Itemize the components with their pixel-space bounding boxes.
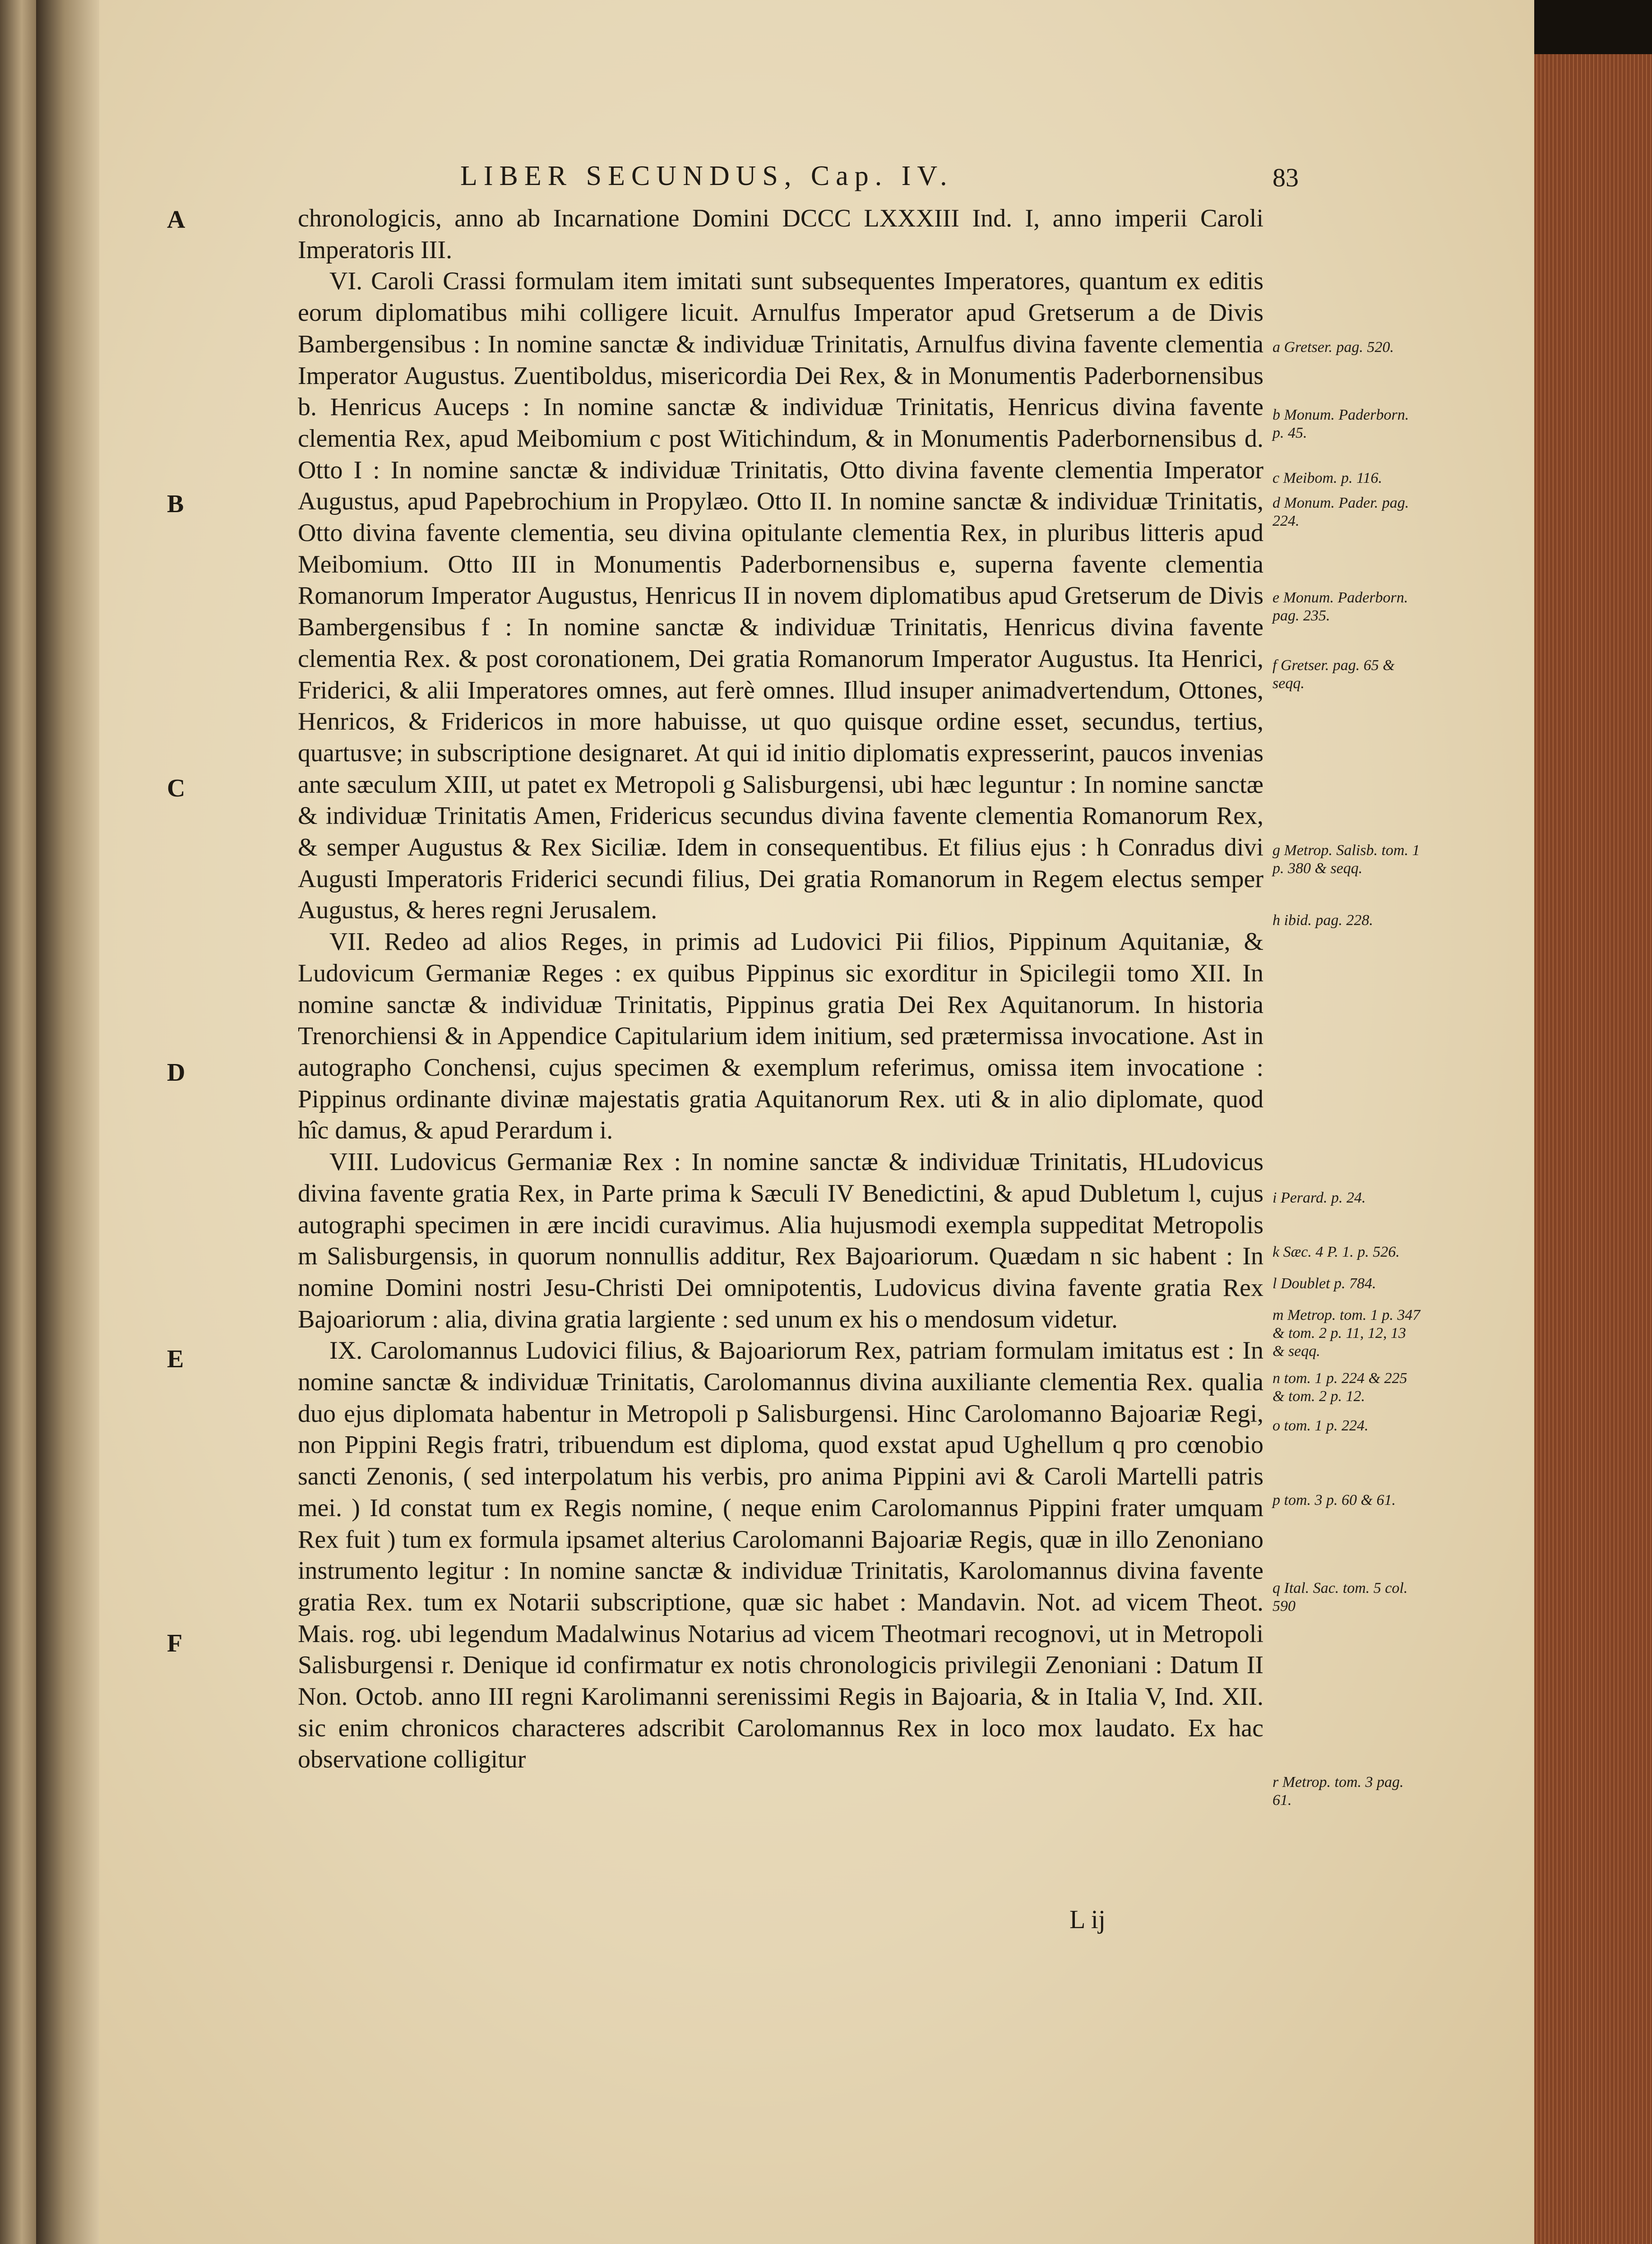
facing-page-edge bbox=[0, 0, 36, 2244]
main-text bbox=[298, 203, 1263, 1776]
section-letter-f: F bbox=[167, 1629, 183, 1657]
page-edge-stack bbox=[1534, 54, 1652, 2244]
paragraph: VII. Redeo ad alios Reges, in primis ad Ludovici Pii filios, Pippinum Aquitaniæ, & Ludovicum Germaniæ Reges : ex quibus Pippinus sic exorditur in Spicilegii tomo XII. In nomine sanctæ & individuæ Trinitatis, Pippinus gratia Dei Rex Aquitanorum. In historia Trenorchiensi & in Appendice Capitularium idem initium, sed prætermissa invocatione. Ast in autographo Conchensi, cujus specimen & exemplum referimus, omissa item invocatione : Pippinus ordinante divinæ majestatis gratia Aquitanorum Rex. uti & in alio diplomate, quod hîc damus, & apud Perardum i. bbox=[298, 928, 1263, 1145]
book-gutter bbox=[36, 0, 99, 2244]
margin-note: m Metrop. tom. 1 p. 347 & tom. 2 p. 11, 12, 13 & seqq. bbox=[1273, 1307, 1421, 1360]
margin-note: d Monum. Pader. pag. 224. bbox=[1273, 495, 1409, 529]
margin-note: h ibid. pag. 228. bbox=[1273, 912, 1373, 929]
margin-note: b Monum. Paderborn. p. 45. bbox=[1273, 407, 1409, 441]
section-letter-c: C bbox=[167, 774, 185, 802]
page-number: 83 bbox=[1273, 163, 1299, 192]
section-letter-b: B bbox=[167, 490, 184, 518]
paragraph: IX. Carolomannus Ludovici filius, & Bajoariorum Rex, patriam formulam imitatus est : In nomine sanctæ & individuæ Trinitatis, Carolomannus divina auxiliante clementia Rex. qualia duo ejus diplomata habentur in Metropoli p Salisburgensi. Hinc Carolomanno Bajoariæ Regi, non Pippini Regis fratri, tribuendum est diploma, quod exstat apud Ughellum q pro cœnobio sancti Zenonis, ( sed interpolatum his verbis, pro anima Pippini avi & Caroli Martelli patris mei. ) Id constat tum ex Regis nomine, ( neque enim Carolomannus Pippini frater umquam Rex fuit ) tum ex formula ipsamet alterius Carolomanni Bajoariæ Regis, quæ in illo Zenoniano instrumento legitur : In nomine sanctæ & individuæ Trinitatis, Karolomannus divina favente gratia Rex. tum ex Notarii subscriptione, quæ sic habet : Mandavin. Not. ad vicem Theot. Mais. rog. ubi legendum Madalwinus Notarius ad vicem Theotmari recognovi, ut in Metropoli Salisburgensi r. Denique id confirmatur ex notis chronologicis privilegii Zenoniani : Datum II Non. Octob. anno III regni Karolimanni serenissimi Regis in Bajoaria, & in Italia V, Ind. XII. sic enim chronicos characteres adscribit Carolomannus Rex in loco mox laudato. Ex hac observatione colligitur bbox=[298, 1337, 1263, 1774]
margin-note: k Sæc. 4 P. 1. p. 526. bbox=[1273, 1244, 1400, 1260]
section-letter-a: A bbox=[167, 206, 185, 234]
margin-note: l Doublet p. 784. bbox=[1273, 1275, 1376, 1292]
margin-note: c Meibom. p. 116. bbox=[1273, 470, 1382, 486]
section-letter-e: E bbox=[167, 1345, 184, 1373]
paragraph: chronologicis, anno ab Incarnatione Domini DCCC LXXXIII Ind. I, anno imperii Caroli Imperatoris III. bbox=[298, 204, 1263, 264]
margin-note: q Ital. Sac. tom. 5 col. 590 bbox=[1273, 1580, 1408, 1615]
margin-note: p tom. 3 p. 60 & 61. bbox=[1273, 1492, 1396, 1508]
running-title: LIBER SECUNDUS, Cap. IV. bbox=[460, 161, 953, 191]
margin-note: o tom. 1 p. 224. bbox=[1273, 1417, 1369, 1434]
margin-note: f Gretser. pag. 65 & seqq. bbox=[1273, 657, 1395, 692]
book-page bbox=[99, 0, 1534, 2244]
margin-note: e Monum. Paderborn. pag. 235. bbox=[1273, 589, 1408, 624]
margin-note: r Metrop. tom. 3 pag. 61. bbox=[1273, 1774, 1404, 1809]
margin-note: g Metrop. Salisb. tom. 1 p. 380 & seqq. bbox=[1273, 842, 1420, 877]
paragraph: VIII. Ludovicus Germaniæ Rex : In nomine sanctæ & individuæ Trinitatis, HLudovicus divina favente gratia Rex, in Parte prima k Sæculi IV Benedictini, & apud Dubletum l, cujus autographi specimen in ære incidi curavimus. Alia hujusmodi exempla suppeditat Metropolis m Salisburgensis, in quorum nonnullis additur, Rex Bajoariorum. Quædam n sic habent : In nomine Domini nostri Jesu-Christi Dei omnipotentis, Ludovicus divina favente gratia Rex Bajoariorum : alia, divina gratia largiente : sed unum ex his o mendosum videtur. bbox=[298, 1148, 1263, 1333]
signature-mark: L ij bbox=[1069, 1905, 1106, 1934]
margin-note: n tom. 1 p. 224 & 225 & tom. 2 p. 12. bbox=[1273, 1370, 1407, 1405]
margin-note: a Gretser. pag. 520. bbox=[1273, 339, 1394, 356]
section-letter-d: D bbox=[167, 1059, 185, 1087]
margin-note: i Perard. p. 24. bbox=[1273, 1189, 1366, 1206]
paragraph: VI. Caroli Crassi formulam item imitati sunt subsequentes Imperatores, quantum ex editis eorum diplomatibus mihi colligere licuit. Arnulfus Imperator apud Gretserum a de Divis Bambergensibus : In nomine sanctæ & individuæ Trinitatis, Arnulfus divina favente clementia Imperator Augustus. Zuentiboldus, misericordia Dei Rex, & in Monumentis Paderbornensibus b. Henricus Auceps : In nomine sanctæ & individuæ Trinitatis, Henricus divina favente clementia Rex, apud Meibomium c post Witichindum, & in Monumentis Paderbornensibus d. Otto I : In nomine sanctæ & individuæ Trinitatis, Otto divina favente clementia Imperator Augustus, apud Papebrochium in Propylæo. Otto II. In nomine sanctæ & individuæ Trinitatis, Otto divina favente clementia, seu divina opitulante clementia Rex, in pluribus litteris apud Meibomium. Otto III in Monumentis Paderbornensibus e, superna favente clementia Romanorum Imperator Augustus, Henricus II in novem diplomatibus apud Gretserum de Divis Bambergensibus f : In nomine sanctæ & individuæ Trinitatis, Henricus divina favente clementia Rex. & post coronationem, Dei gratia Romanorum Imperator Augustus. Ita Henrici, Friderici, & alii Imperatores omnes, aut ferè omnes. Illud insuper animadvertendum, Ottones, Henricos, & Fridericos in more habuisse, ut quo quisque ordine esset, secundus, tertius, quartusve; in subscriptione designaret. At qui id initio diplomatis expresserint, paucos invenias ante sæculum XIII, ut patet ex Metropoli g Salisburgensi, ubi hæc leguntur : In nomine sanctæ & individuæ Trinitatis Amen, Fridericus secundus divina favente clementia Romanorum Rex, & semper Augustus & Rex Siciliæ. Idem in consequentibus. Et filius ejus : h Conradus divi Augusti Imperatoris Friderici secundi filius, Dei gratia Romanorum in Regem electus semper Augustus, & heres regni Jerusalem. bbox=[298, 267, 1263, 925]
